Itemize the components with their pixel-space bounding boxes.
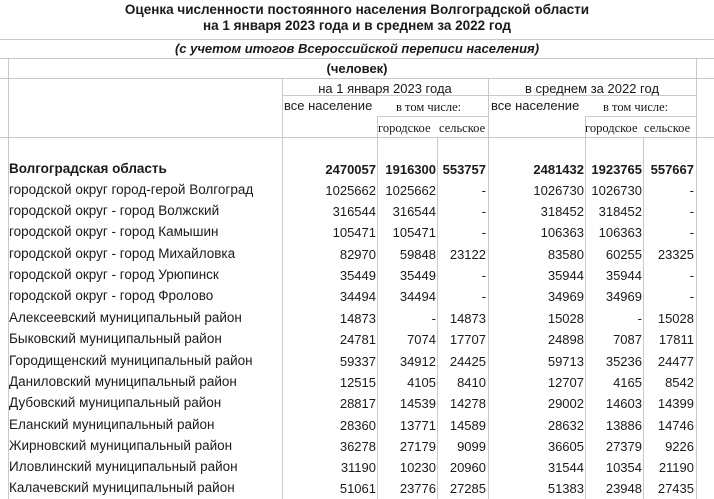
row-value-cell: 36278 — [339, 439, 376, 454]
row-value-cell: 51061 — [339, 481, 376, 496]
table-row — [0, 372, 714, 393]
row-name: Городищенский муниципальный район — [9, 353, 253, 368]
row-value-cell: 82970 — [339, 247, 376, 262]
row-value-cell: 29002 — [547, 396, 584, 411]
row-value-cell: 35236 — [605, 354, 642, 369]
row-name: городской округ - город Камышин — [9, 224, 219, 239]
row-value-cell: 23122 — [449, 247, 486, 262]
row-value-cell: 316544 — [332, 204, 376, 219]
row-value-cell: 14873 — [339, 311, 376, 326]
table-row — [0, 308, 714, 329]
row-value-cell: 12707 — [547, 375, 584, 390]
row-value-cell: 14603 — [605, 396, 642, 411]
header-incl-2023: в том числе: — [396, 100, 462, 114]
row-value-cell: 35944 — [605, 268, 642, 283]
row-value-cell: 106363 — [598, 225, 642, 240]
row-value-cell: - — [689, 289, 694, 304]
row-name: Даниловский муниципальный район — [9, 374, 237, 389]
row-value-cell: 557667 — [650, 162, 694, 177]
table-row — [0, 244, 714, 265]
row-value-cell: 27379 — [605, 439, 642, 454]
row-value-cell: - — [481, 183, 486, 198]
row-value-cell: 35449 — [399, 268, 436, 283]
row-value-cell: 23948 — [605, 481, 642, 496]
row-value-cell: 318452 — [540, 204, 584, 219]
units-label: (человек) — [326, 61, 388, 76]
header-urban-2023: городское — [378, 121, 431, 135]
row-value-cell: 83580 — [547, 247, 584, 262]
row-value-cell: 9226 — [665, 439, 694, 454]
header-group-avg2022: в среднем за 2022 год — [524, 81, 660, 96]
table-row — [0, 436, 714, 457]
row-value-cell: 10354 — [605, 460, 642, 475]
row-name: Иловлинский муниципальный район — [9, 459, 238, 474]
row-value-cell: 23325 — [657, 247, 694, 262]
row-value-cell: 2481432 — [533, 162, 584, 177]
row-value-cell: 34912 — [399, 354, 436, 369]
row-value-cell: - — [481, 225, 486, 240]
row-value-cell: 35449 — [339, 268, 376, 283]
row-value-cell: - — [481, 268, 486, 283]
row-value-cell: 24781 — [339, 332, 376, 347]
row-name: Калачевский муниципальный район — [9, 480, 235, 495]
row-name: Быковский муниципальный район — [9, 331, 222, 346]
row-value-cell: 1923765 — [591, 162, 642, 177]
table-row — [0, 180, 714, 201]
row-value-cell: 14746 — [657, 418, 694, 433]
row-value-cell: 14399 — [657, 396, 694, 411]
row-value-cell: 31190 — [340, 460, 376, 475]
row-value-cell: 15028 — [657, 311, 694, 326]
grid-line — [0, 39, 714, 40]
row-value-cell: - — [689, 225, 694, 240]
row-value-cell: - — [689, 183, 694, 198]
row-value-cell: - — [431, 311, 436, 326]
row-value-cell: 12515 — [339, 375, 376, 390]
row-value-cell: 28817 — [339, 396, 376, 411]
row-value-cell: 27179 — [399, 439, 436, 454]
table-row — [0, 415, 714, 436]
table-row — [0, 201, 714, 222]
row-name: Еланский муниципальный район — [9, 417, 215, 432]
row-value-cell: 4105 — [407, 375, 436, 390]
row-value-cell: 8410 — [457, 375, 486, 390]
row-value-cell: 1025662 — [325, 183, 376, 198]
row-value-cell: 14539 — [399, 396, 436, 411]
table-row — [0, 286, 714, 307]
header-rural-2023: сельское — [439, 121, 486, 135]
row-name: городской округ - город Михайловка — [9, 246, 236, 261]
table-row — [0, 351, 714, 372]
row-name: городской округ - город Волжский — [9, 203, 220, 218]
row-value-cell: 1026730 — [591, 183, 642, 198]
row-value-cell: 17707 — [449, 332, 486, 347]
row-value-cell: 15028 — [547, 311, 584, 326]
row-value-cell: 9099 — [457, 439, 486, 454]
row-value-cell: 59848 — [399, 247, 436, 262]
header-rural-2022: сельское — [644, 121, 691, 135]
table-row — [0, 159, 714, 180]
grid-line — [586, 116, 696, 117]
table-row — [0, 457, 714, 478]
row-value-cell: 24477 — [657, 354, 694, 369]
row-value-cell: 1026730 — [533, 183, 584, 198]
row-value-cell: 1025662 — [385, 183, 436, 198]
row-value-cell: 316544 — [392, 204, 436, 219]
page-title: Оценка численности постоянного населения Волгоградской области — [124, 2, 590, 17]
row-value-cell: 13886 — [605, 418, 642, 433]
row-value-cell: - — [481, 204, 486, 219]
row-value-cell: 7087 — [613, 332, 642, 347]
row-name: Алексеевский муниципальный район — [9, 310, 242, 325]
row-value-cell: 20960 — [449, 460, 486, 475]
row-name: Дубовский муниципальный район — [9, 395, 222, 410]
row-value-cell: 51383 — [547, 481, 584, 496]
page-title-line2: на 1 января 2023 года и в среднем за 2022 год — [203, 18, 511, 33]
row-value-cell: 31544 — [547, 460, 584, 475]
row-value-cell: 59713 — [547, 354, 584, 369]
row-value-cell: 23776 — [399, 481, 436, 496]
table-row — [0, 329, 714, 350]
row-value-cell: 106363 — [540, 225, 584, 240]
row-name: городской округ - город Фролово — [9, 288, 214, 303]
table-row — [0, 265, 714, 286]
row-value-cell: - — [689, 204, 694, 219]
row-value-cell: 60255 — [605, 247, 642, 262]
header-total-2022: все население — [491, 98, 580, 113]
grid-line — [378, 116, 488, 117]
table-row — [0, 222, 714, 243]
row-value-cell: 27435 — [657, 481, 694, 496]
row-value-cell: 24898 — [547, 332, 584, 347]
row-value-cell: 14278 — [449, 396, 486, 411]
row-name: Жирновский муниципальный район — [9, 438, 233, 453]
row-value-cell: 21190 — [658, 460, 694, 475]
row-value-cell: 105471 — [392, 225, 436, 240]
row-value-cell: 14589 — [449, 418, 486, 433]
table-row — [0, 393, 714, 414]
row-value-cell: 28360 — [339, 418, 376, 433]
row-value-cell: 59337 — [339, 354, 376, 369]
row-value-cell: 17811 — [658, 332, 694, 347]
table-row — [0, 478, 714, 499]
row-value-cell: 4165 — [613, 375, 642, 390]
row-value-cell: - — [481, 289, 486, 304]
row-name: городской округ - город Урюпинск — [9, 267, 219, 282]
grid-line — [0, 58, 714, 59]
row-value-cell: - — [637, 311, 642, 326]
row-name: Волгоградская область — [9, 161, 167, 176]
row-value-cell: 35944 — [547, 268, 584, 283]
row-value-cell: 34494 — [339, 289, 376, 304]
row-value-cell: 105471 — [332, 225, 376, 240]
row-value-cell: 14873 — [449, 311, 486, 326]
header-group-jan2023: на 1 января 2023 года — [318, 81, 452, 96]
header-incl-2022: в том числе: — [603, 100, 669, 114]
row-value-cell: 27285 — [449, 481, 486, 496]
row-value-cell: 10230 — [399, 460, 436, 475]
row-value-cell: 13771 — [399, 418, 436, 433]
row-value-cell: 34969 — [605, 289, 642, 304]
grid-line — [0, 78, 714, 79]
row-value-cell: 553757 — [442, 162, 486, 177]
row-value-cell: 24425 — [449, 354, 486, 369]
row-value-cell: - — [689, 268, 694, 283]
row-value-cell: 34494 — [399, 289, 436, 304]
row-value-cell: 34969 — [547, 289, 584, 304]
row-value-cell: 2470057 — [325, 162, 376, 177]
row-name: городской округ город-герой Волгоград — [9, 182, 254, 197]
grid-line — [0, 137, 714, 138]
page-subtitle: (с учетом итогов Всероссийской переписи населения) — [174, 41, 540, 56]
row-value-cell: 7074 — [407, 332, 436, 347]
row-value-cell: 28632 — [547, 418, 584, 433]
row-value-cell: 318452 — [598, 204, 642, 219]
row-value-cell: 1916300 — [385, 162, 436, 177]
row-value-cell: 8542 — [665, 375, 694, 390]
header-urban-2022: городское — [585, 121, 638, 135]
row-value-cell: 36605 — [547, 439, 584, 454]
header-total-2023: все население — [284, 98, 373, 113]
